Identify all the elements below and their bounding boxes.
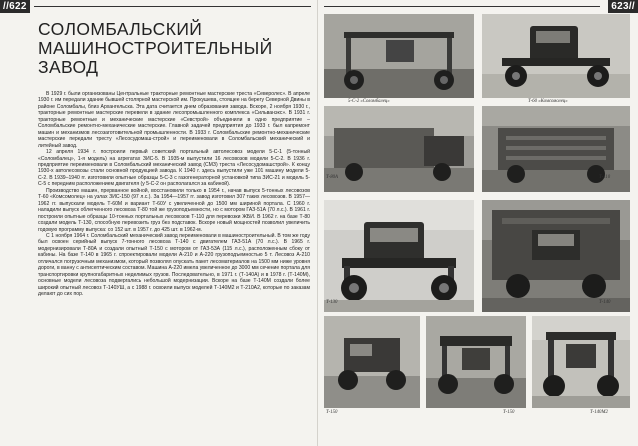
caption-5s2: 5-С-2 «Соломбалец»	[348, 99, 390, 104]
header-rule	[34, 6, 311, 7]
title-line-1: СОЛОМБАЛЬСКИЙ	[38, 19, 203, 39]
title-line-3: ЗАВОД	[38, 57, 99, 77]
caption-t150-a: Т-150	[326, 410, 338, 415]
paragraph-4: С 1 ноября 1964 г. Соломбальский механический завод переименовали в машиностроительный. В том же году был освоен серийный выпуск 7-тонного лесовоза Т-140 с двигателем ГАЗ-51А (70 л.с.). В 1965 г. модернизировали Т-80А и создали опытный Т-150 с мотором от ГАЗ-53А (115 л.с.), расположенным сбоку от кабины. На базе Т-140 в 1965 г. спроектировали модели А-210 и А-220 грузоподъемностью 5 т. Лесовоз А-210 отличался погрузочным механизмом, который позволял опускать пакет лесоматериалов на 1500 мм ниже уровня дороги, в ванну с антисептическим составом. Машина А-220 имела увеличенное до 3000 мм сечение портала для транспортировки крупногабаритных неделимых грузов. Последовательно, в 1971 г. (Т-140А) и в 1978 г. (Т-140М), основные модели лесовоза подвергались небольшой модернизации. Вскоре на базе Т-140М создали более широкий опытный лесовоз Т-140УШ, а с 1988 г. освоили выпуск моделей Т-140М2 и Т-210А2, которые по заказам делают до сих пор.	[38, 232, 310, 298]
left-page	[0, 0, 318, 446]
photo-t130	[324, 200, 474, 312]
caption-t80a: Т-80А	[326, 175, 338, 180]
caption-t60: Т-60 «Комсомолец»	[528, 99, 568, 104]
photo-5s2-solombalets	[324, 14, 474, 98]
caption-t130: Т-130	[326, 300, 338, 305]
left-page-number: //622	[0, 0, 30, 13]
caption-t110: Т-110	[599, 175, 611, 180]
photo-t150-a	[324, 316, 420, 408]
caption-t140m2: Т-140М2	[590, 410, 608, 415]
article-body	[38, 91, 310, 298]
header-rule	[324, 6, 600, 7]
photo-t150-b	[426, 316, 526, 408]
paragraph-2: 12 апреля 1934 г. построили первый советский портальный автолесовоз модели 5-С-1 (5-тонный «Соломбалец», 1-я модель) на агрегатах ЗИС-5. В 1935-м выпустили 16 лесовозов модели 5-С-2. В 1936 г. предприятие переименовали в Соломбальский механический завод (СМЗ) треста «Лесосудомашстрой». К концу 1930-х автолесовозы стали основной продукцией завода. К 1940 г. здесь выпустили уже 101 машину модели 5-С-2. В 1939–1940 гг. изготовили опытные образцы 5-С-3 с газогенераторной установкой типа ЗИС-21 и модель 5-С-5 с передним расположением двигателя (у 5-С-2 он располагался за кабиной).	[38, 149, 310, 188]
right-page-header	[318, 0, 638, 13]
article-title	[38, 20, 308, 77]
caption-t150-b: Т-150	[503, 410, 515, 415]
photo-t80a	[324, 106, 474, 192]
right-page	[318, 0, 638, 446]
left-page-header	[0, 0, 317, 13]
paragraph-3: Производство машин, прерванное войной, восстановили только в 1954 г., начав выпуск 5-тонных лесовозов Т-60 «Комсомолец» на узлах ЗИС-150 (97 л.с.). За 1954—1957 гг. завод изготовил 307 таких лесовозов. В 1957—1962 гг. выпускали модель Т-60М и вариант Т-60У с увеличенной до 1500 мм шириной портала. С 1960 г. наладили выпуск облегченного лесовоза Т-80 той же грузоподъемности, но с мотором ГАЗ-51А (70 л.с.). В 1961 г. построили опытные образцы 10-тонных портальных лесовозов Т-110 для перевозки ЖБИ. В 1962 г. на базе Т-80 создали модель Т-130, способную перевозить груз без подставок. Вскоре новый мощностей позволил увеличить годовую программу выпуска: со 152 шт. в 1957 г. до 425 шт. в 1962-м.	[38, 187, 310, 233]
photo-t140	[482, 200, 630, 312]
title-line-2: МАШИНОСТРОИТЕЛЬНЫЙ	[38, 38, 273, 58]
photo-t60-komsomolets	[482, 14, 630, 98]
paragraph-1: В 1929 г. были организованы Центральные тракторные ремонтные мастерские треста «Северолес». В апреле 1930 г. им передали здание бывшей столярной мастерской им. Прокушева, стоящее на берегу Северной Двины в районе Соломбалы, близ Архангельска. Эта дата считается днем образования завода. Вскоре, 2 ноября 1930 г., тракторные ремонтные мастерские перевели в здание лесопромышленного комплекса «Сильванэкс». В 1931 г. тракторные ремонтные и механические мастерские «Севстрой» объединили в одно предприятие – Соломбальские ремонтно-механические мастерские. Главной задачей предприятия до 1933 г. был капремонт машин и механизмов лесозаготовительной промышленности. В 1933 г. Соломбальские ремонтно-механические мастерские передали тресту «Лесосудомаш-строй» и переименовали в Соломбальский механический и литейный завод.	[38, 91, 310, 149]
caption-t140: Т-140	[599, 300, 611, 305]
right-page-number: 623//	[608, 0, 638, 13]
photo-t140m2	[532, 316, 630, 408]
